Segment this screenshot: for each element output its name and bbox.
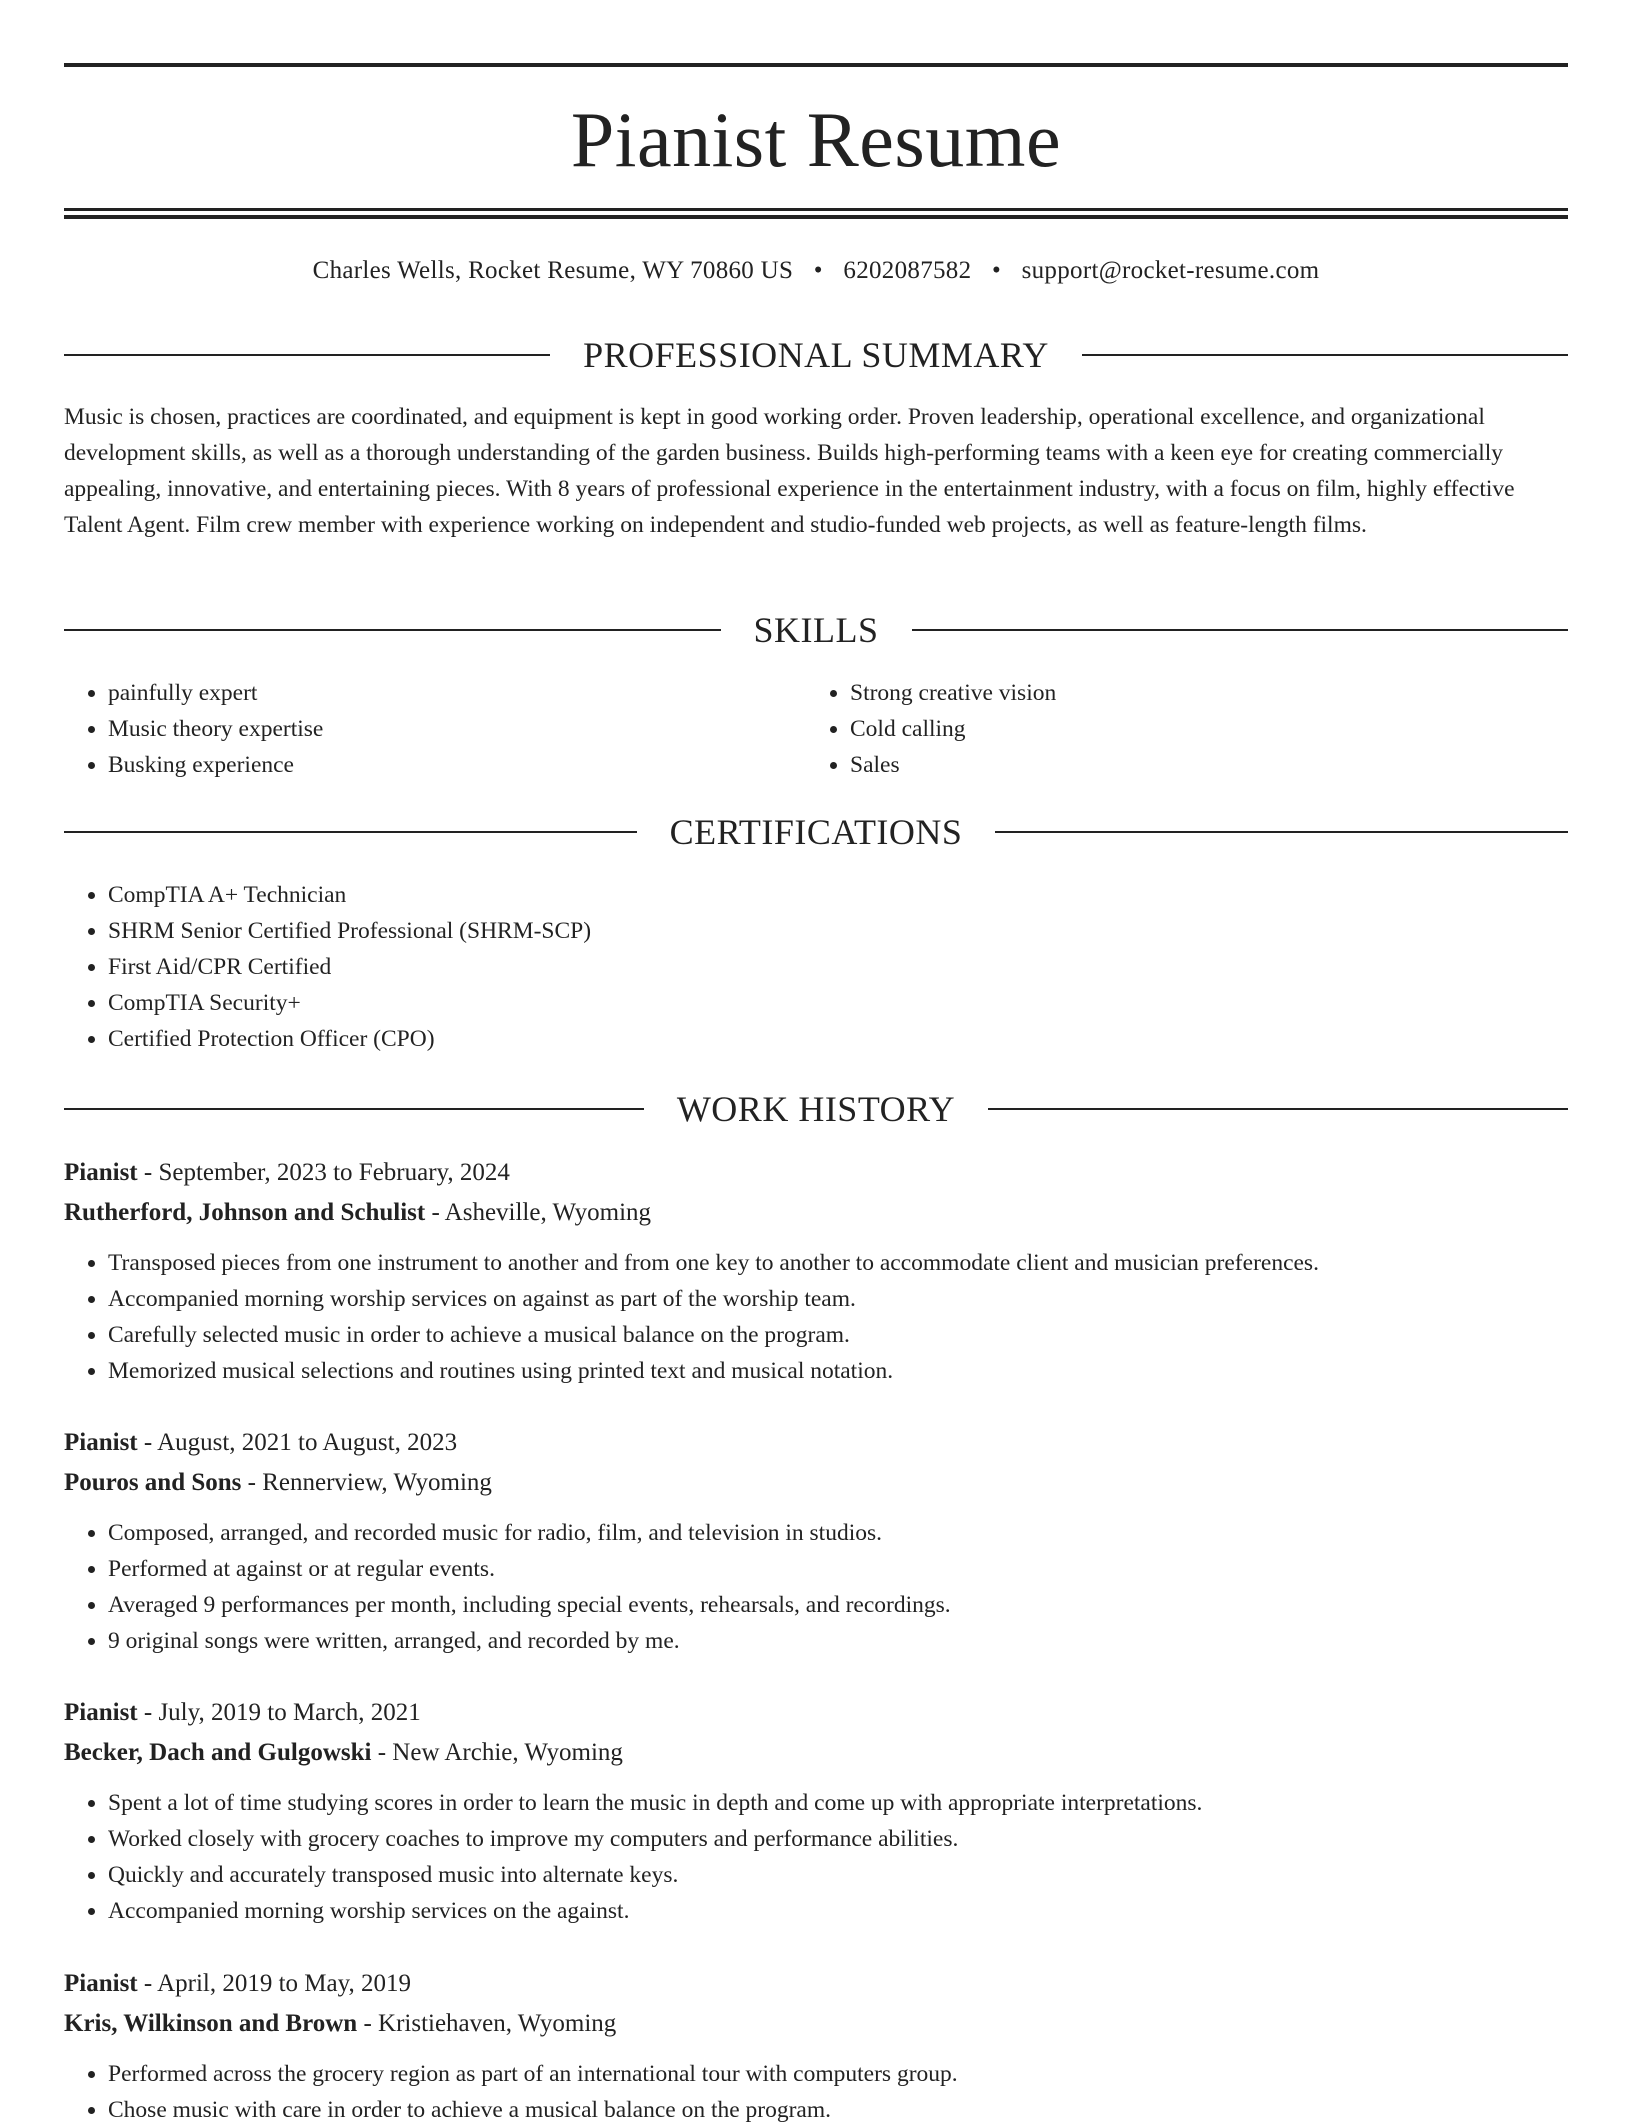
contact-separator: • <box>991 257 1002 284</box>
section-rule <box>64 354 550 356</box>
top-rule <box>64 63 1568 67</box>
section-title-summary: PROFESSIONAL SUMMARY <box>583 335 1049 375</box>
section-rule <box>64 629 721 631</box>
job-duty-item: • Performed at against or at regular events. <box>108 1551 1568 1587</box>
section-header-summary <box>64 333 1568 377</box>
job-company: Becker, Dach and Gulgowski <box>64 1739 372 1766</box>
job-duty-item: • Averaged 9 performances per month, including special events, rehearsals, and recordings. <box>108 1587 1568 1623</box>
contact-address: Charles Wells, Rocket Resume, WY 70860 US <box>312 257 794 284</box>
contact-email: support@rocket-resume.com <box>1021 257 1320 284</box>
job-location: - Rennerview, Wyoming <box>241 1469 492 1496</box>
job-company: Pouros and Sons <box>64 1469 242 1496</box>
job-location: - Asheville, Wyoming <box>425 1199 652 1226</box>
job-company-line <box>64 1193 1568 1233</box>
job-company-line <box>64 2004 1568 2044</box>
job-duties <box>64 1785 1568 1929</box>
section-rule <box>995 831 1568 833</box>
job-duty-item: • Quickly and accurately transposed music into alternate keys. <box>108 1857 1568 1893</box>
job-company: Rutherford, Johnson and Schulist <box>64 1199 426 1226</box>
contact-separator: • <box>813 257 823 284</box>
certifications-list <box>64 877 1568 1057</box>
job-location: - Kristiehaven, Wyoming <box>357 2010 617 2037</box>
job-entry <box>64 1423 1568 1659</box>
job-company-line <box>64 1733 1568 1773</box>
job-duty-item: • Worked closely with grocery coaches to improve my computers and performance abilities. <box>108 1821 1568 1857</box>
skills-list <box>64 675 1568 783</box>
section-header-certifications <box>64 810 1568 854</box>
job-title: Pianist <box>64 1699 138 1726</box>
job-dates: - April, 2019 to May, 2019 <box>137 1970 411 1997</box>
section-rule <box>988 1108 1568 1110</box>
title-rule-upper <box>64 208 1568 211</box>
skill-item: • Music theory expertise <box>108 711 806 747</box>
contact-phone: 6202087582 <box>843 257 972 284</box>
job-title: Pianist <box>64 1970 138 1997</box>
job-duty-item: • Composed, arranged, and recorded music for radio, film, and television in studios. <box>108 1515 1568 1551</box>
job-entry <box>64 1964 1568 2128</box>
job-duty-item: • Accompanied morning worship services on against as part of the worship team. <box>108 1281 1568 1317</box>
job-duties <box>64 2056 1568 2128</box>
job-title-line <box>64 1423 1568 1463</box>
job-entry <box>64 1153 1568 1389</box>
section-rule <box>1082 354 1568 356</box>
job-company-line <box>64 1463 1568 1503</box>
skill-item: • Sales <box>850 747 1548 783</box>
section-rule <box>64 1108 644 1110</box>
job-duty-item: • Performed across the grocery region as part of an international tour with computers group. <box>108 2056 1568 2092</box>
job-dates: - July, 2019 to March, 2021 <box>137 1699 421 1726</box>
certification-item: • CompTIA Security+ <box>108 985 1568 1021</box>
page-title: Pianist Resume <box>570 96 1062 183</box>
job-duty-item: • Transposed pieces from one instrument to another and from one key to another to accommodate client and musician preferences. <box>108 1245 1568 1281</box>
job-dates: - September, 2023 to February, 2024 <box>137 1159 510 1186</box>
section-rule <box>912 629 1569 631</box>
job-duty-item: • Carefully selected music in order to achieve a musical balance on the program. <box>108 1317 1568 1353</box>
job-company: Kris, Wilkinson and Brown <box>64 2010 358 2037</box>
job-duty-item: • 9 original songs were written, arranged, and recorded by me. <box>108 1623 1568 1659</box>
job-title: Pianist <box>64 1159 138 1186</box>
summary-text: Music is chosen, practices are coordinated, and equipment is kept in good working order. Proven leadership, operational excellence, and organizational development skills, as well as a thorough understanding of the garden business. Builds high-performing teams with a keen eye for creating commercially appealing, innovative, and entertaining pieces. With 8 years of professional experience in the entertainment industry, with a focus on film, highly effective Talent Agent. Film crew member with experience working on independent and studio-funded web projects, as well as feature-length films. <box>64 404 1515 538</box>
certification-item: • SHRM Senior Certified Professional (SHRM-SCP) <box>108 913 1568 949</box>
skill-item: • Strong creative vision <box>850 675 1548 711</box>
job-title-line <box>64 1964 1568 2004</box>
title-rule-lower <box>64 215 1568 219</box>
job-dates: - August, 2021 to August, 2023 <box>137 1429 458 1456</box>
skill-item: • Busking experience <box>108 747 806 783</box>
job-title-line <box>64 1693 1568 1733</box>
job-entry <box>64 1693 1568 1929</box>
certification-item: • Certified Protection Officer (CPO) <box>108 1021 1568 1057</box>
section-header-work-history <box>64 1087 1568 1131</box>
job-duty-item: • Memorized musical selections and routines using printed text and musical notation. <box>108 1353 1568 1389</box>
contact-line <box>64 253 1568 289</box>
job-duties <box>64 1245 1568 1389</box>
skill-item: • painfully expert <box>108 675 806 711</box>
certification-item: • First Aid/CPR Certified <box>108 949 1568 985</box>
skill-item: • Cold calling <box>850 711 1548 747</box>
job-duty-item: • Spent a lot of time studying scores in order to learn the music in depth and come up with appropriate interpretations. <box>108 1785 1568 1821</box>
section-header-skills <box>64 608 1568 652</box>
job-duty-item: • Accompanied morning worship services on the against. <box>108 1893 1568 1929</box>
section-title-work-history: WORK HISTORY <box>676 1089 956 1129</box>
certification-item: • CompTIA A+ Technician <box>108 877 1568 913</box>
job-title: Pianist <box>64 1429 138 1456</box>
job-duty-item: • Chose music with care in order to achieve a musical balance on the program. <box>108 2092 1568 2128</box>
section-title-certifications: CERTIFICATIONS <box>669 812 963 852</box>
section-title-skills: SKILLS <box>753 610 879 650</box>
job-duties <box>64 1515 1568 1659</box>
job-title-line <box>64 1153 1568 1193</box>
skills-column-right <box>806 675 1548 783</box>
skills-column-left <box>64 675 806 783</box>
job-location: - New Archie, Wyoming <box>371 1739 623 1766</box>
section-rule <box>64 831 637 833</box>
